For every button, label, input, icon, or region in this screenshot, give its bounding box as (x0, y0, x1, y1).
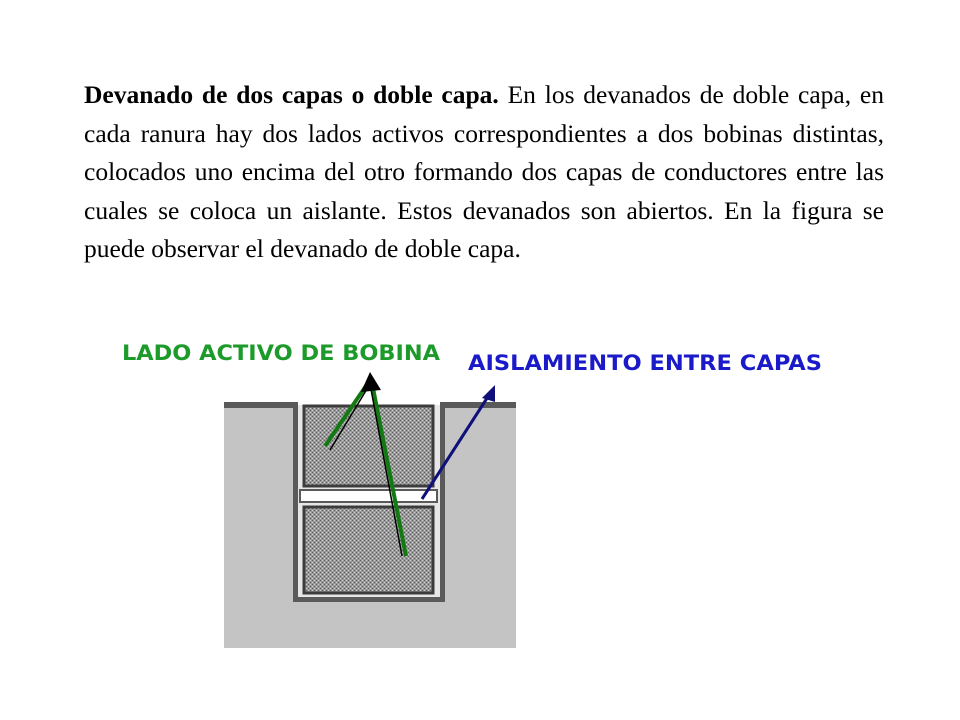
interlayer-insulation (300, 490, 437, 502)
core-top-edge-right (441, 402, 516, 408)
paragraph-heading: Devanado de dos capas o doble capa. (84, 80, 499, 109)
slot-wall-right (440, 402, 445, 601)
upper-coil-side (304, 406, 433, 486)
insulation-label: AISLAMIENTO ENTRE CAPAS (468, 351, 822, 375)
slot-wall-left (293, 402, 298, 601)
core-top-edge-left (224, 402, 297, 408)
insulation-arrowhead (482, 385, 495, 402)
coil-side-label: LADO ACTIVO DE BOBINA (122, 341, 441, 365)
coil-arrowhead (361, 372, 381, 392)
lower-coil-side (304, 507, 433, 593)
slot-bottom (293, 597, 445, 602)
paragraph-body: En los devanados de doble capa, en cada ranura hay dos lados activos correspondientes a dos bobinas distintas, colocados uno encima del otro formando dos capas de conductores entre las cuales se coloca un aislante. Estos devanados son abiertos. En la figura se puede observar el devanado de doble capa. (84, 80, 884, 264)
